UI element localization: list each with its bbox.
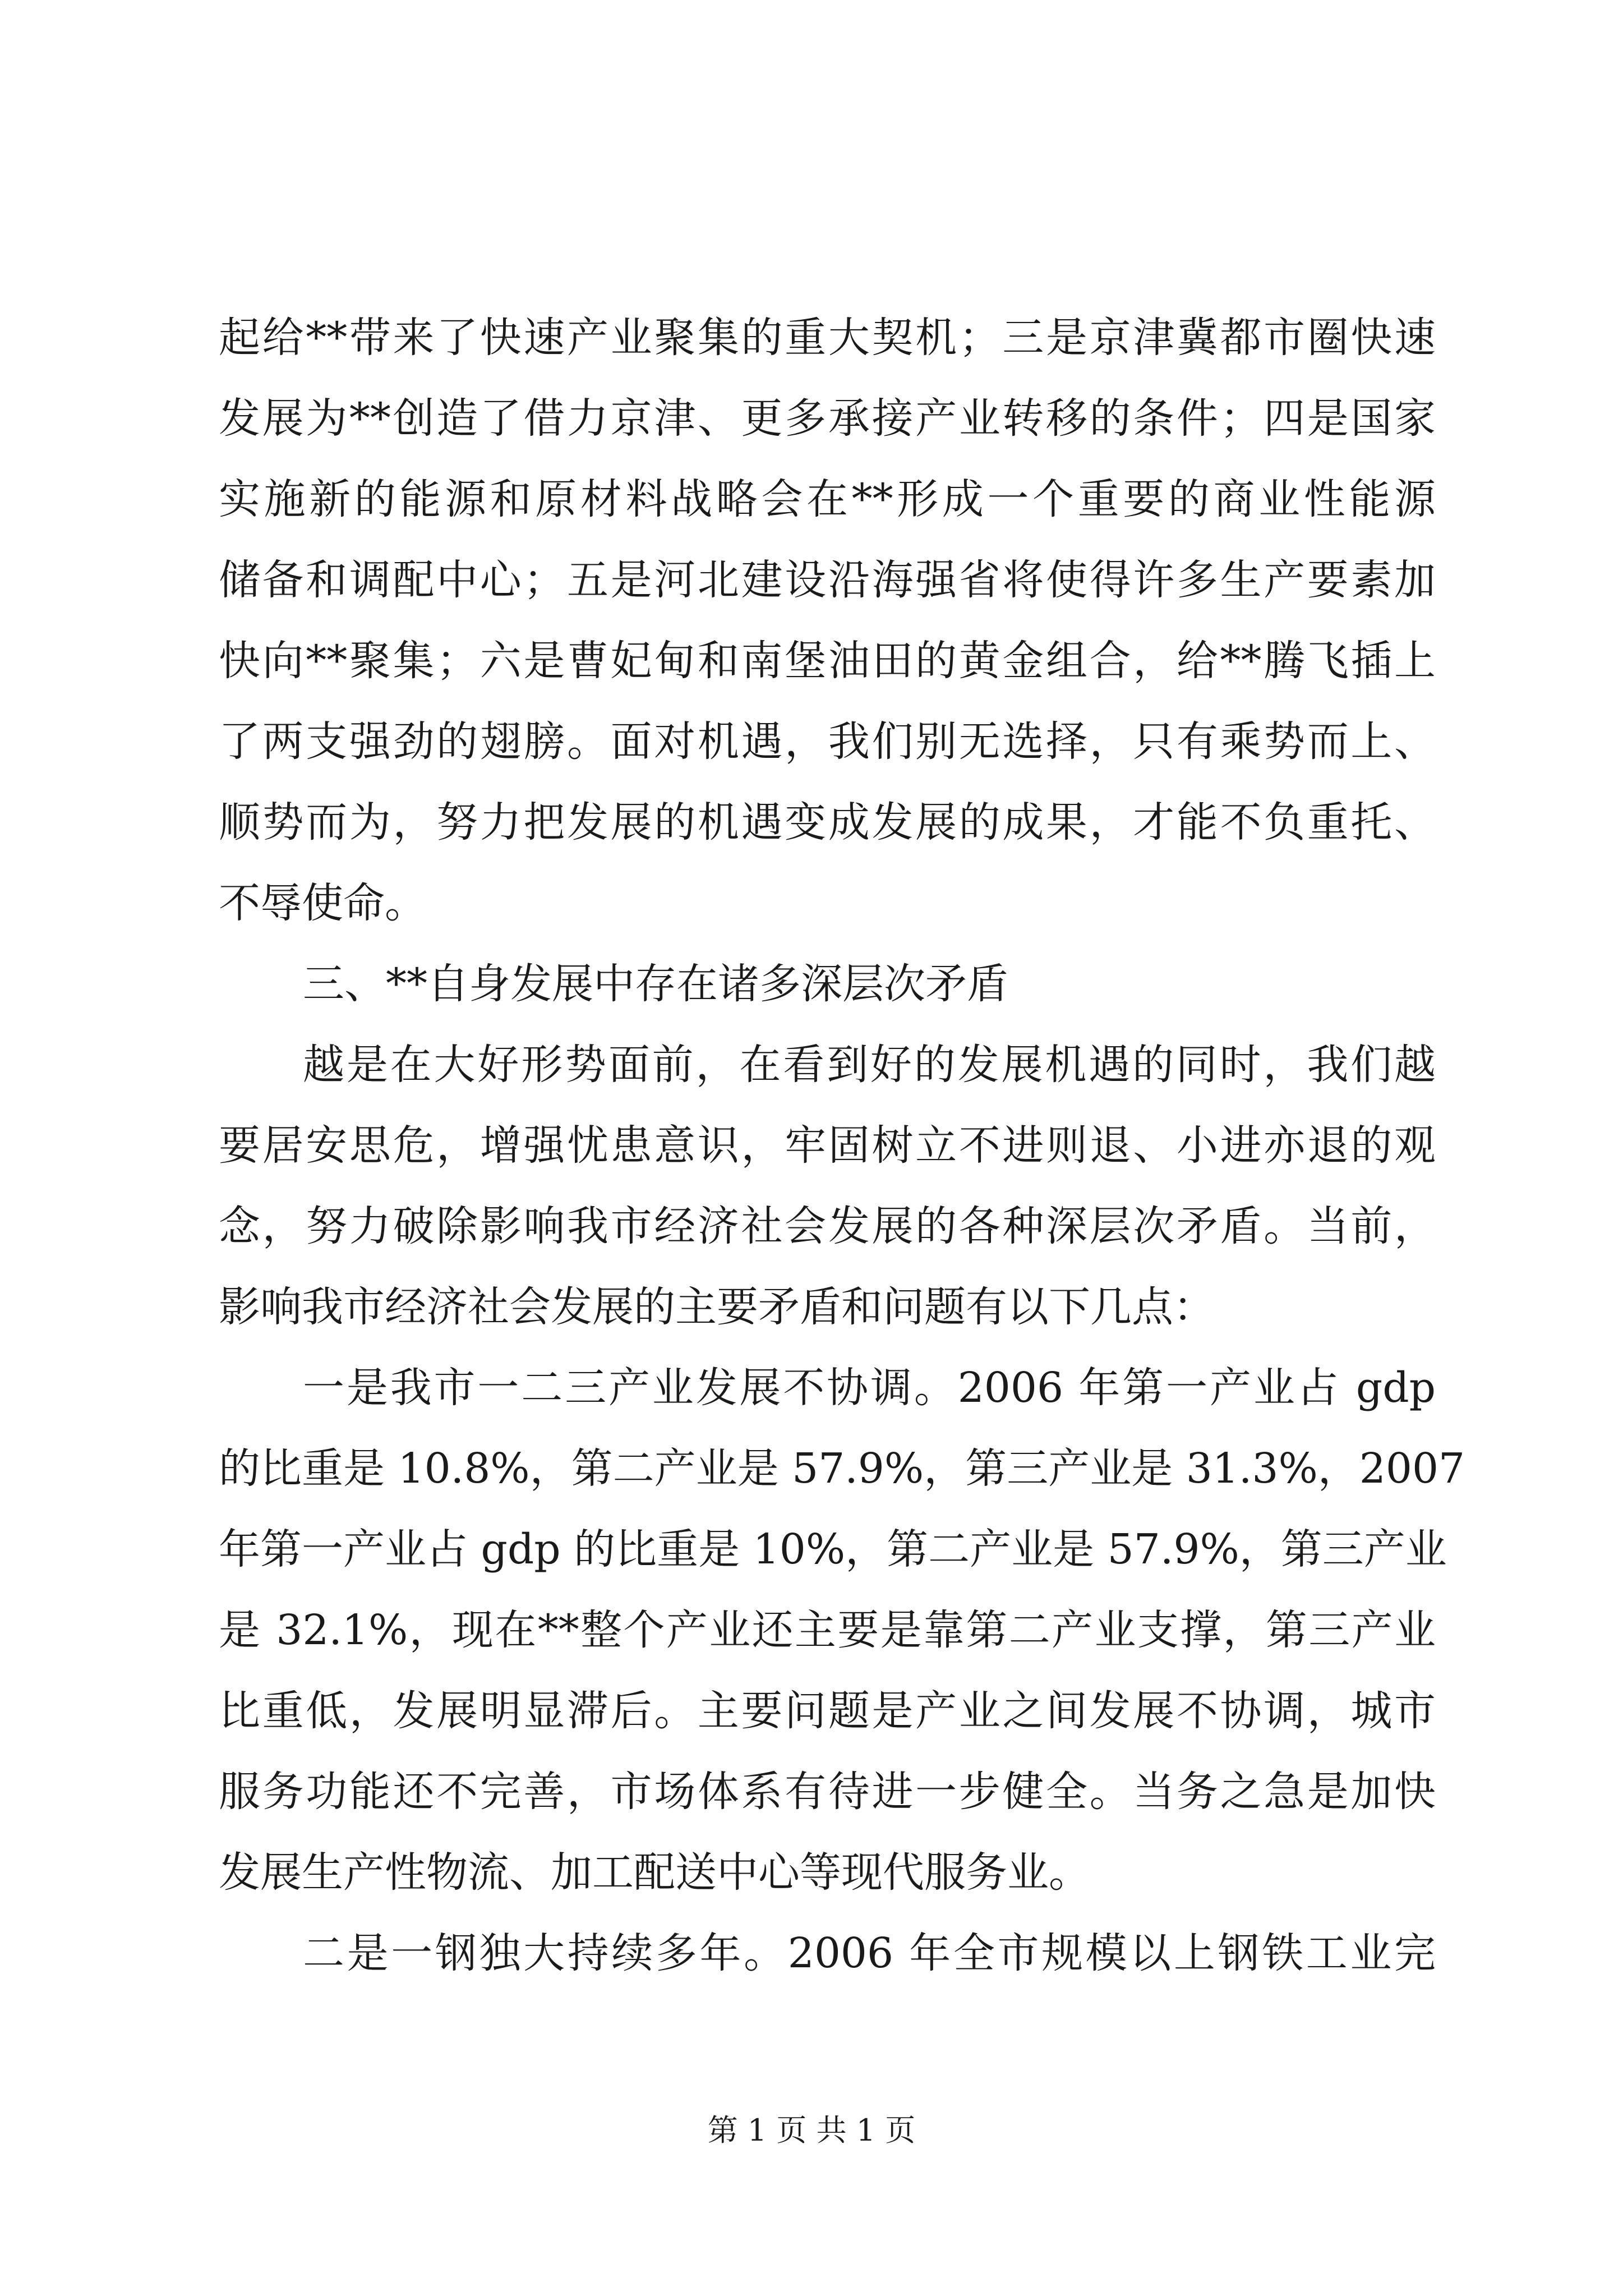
body-text-line: 是 32.1%，现在**整个产业还主要是靠第二产业支撑，第三产业 [219,1606,1436,1654]
body-text-line: 二是一钢独大持续多年。2006 年全市规模以上钢铁工业完 [303,1929,1436,1977]
body-text-line: 不辱使命。 [219,879,426,927]
body-text-line: 发展为**创造了借力京津、更多承接产业转移的条件；四是国家 [219,394,1436,443]
body-text-line: 影响我市经济社会发展的主要矛盾和问题有以下几点： [219,1283,1215,1331]
body-text-line: 发展生产性物流、加工配送中心等现代服务业。 [219,1848,1090,1897]
body-text-line: 比重低，发展明显滞后。主要问题是产业之间发展不协调，城市 [219,1687,1436,1735]
body-text-line: 起给**带来了快速产业聚集的重大契机；三是京津冀都市圈快速 [219,314,1436,362]
body-text-line: 的比重是 10.8%，第二产业是 57.9%，第三产业是 31.3%，2007 [219,1444,1465,1493]
page-footer: 第 1 页 共 1 页 [707,2113,916,2148]
body-text-line: 念，努力破除影响我市经济社会发展的各种深层次矛盾。当前， [219,1202,1436,1250]
document-body [219,297,1465,1994]
body-text-line: 年第一产业占 gdp 的比重是 10%，第二产业是 57.9%，第三产业 [219,1525,1447,1573]
body-text-line: 快向**聚集；六是曹妃甸和南堡油田的黄金组合，给**腾飞插上 [219,637,1436,685]
body-text-line: 了两支强劲的翅膀。面对机遇，我们别无选择，只有乘势而上、 [219,717,1436,766]
body-text-line: 越是在大好形势面前，在看到好的发展机遇的同时，我们越 [303,1041,1436,1089]
body-text-line: 服务功能还不完善，市场体系有待进一步健全。当务之急是加快 [219,1768,1436,1816]
body-text-line: 三、**自身发展中存在诸多深层次矛盾 [303,960,1008,1008]
body-text-line: 要居安思危，增强忧患意识，牢固树立不进则退、小进亦退的观 [219,1121,1436,1170]
body-text-line: 实施新的能源和原材料战略会在**形成一个重要的商业性能源 [219,475,1436,523]
body-text-line: 储备和调配中心；五是河北建设沿海强省将使得许多生产要素加 [219,556,1436,604]
body-text-line: 一是我市一二三产业发展不协调。2006 年第一产业占 gdp [303,1364,1436,1412]
body-text-line: 顺势而为，努力把发展的机遇变成发展的成果，才能不负重托、 [219,798,1436,846]
